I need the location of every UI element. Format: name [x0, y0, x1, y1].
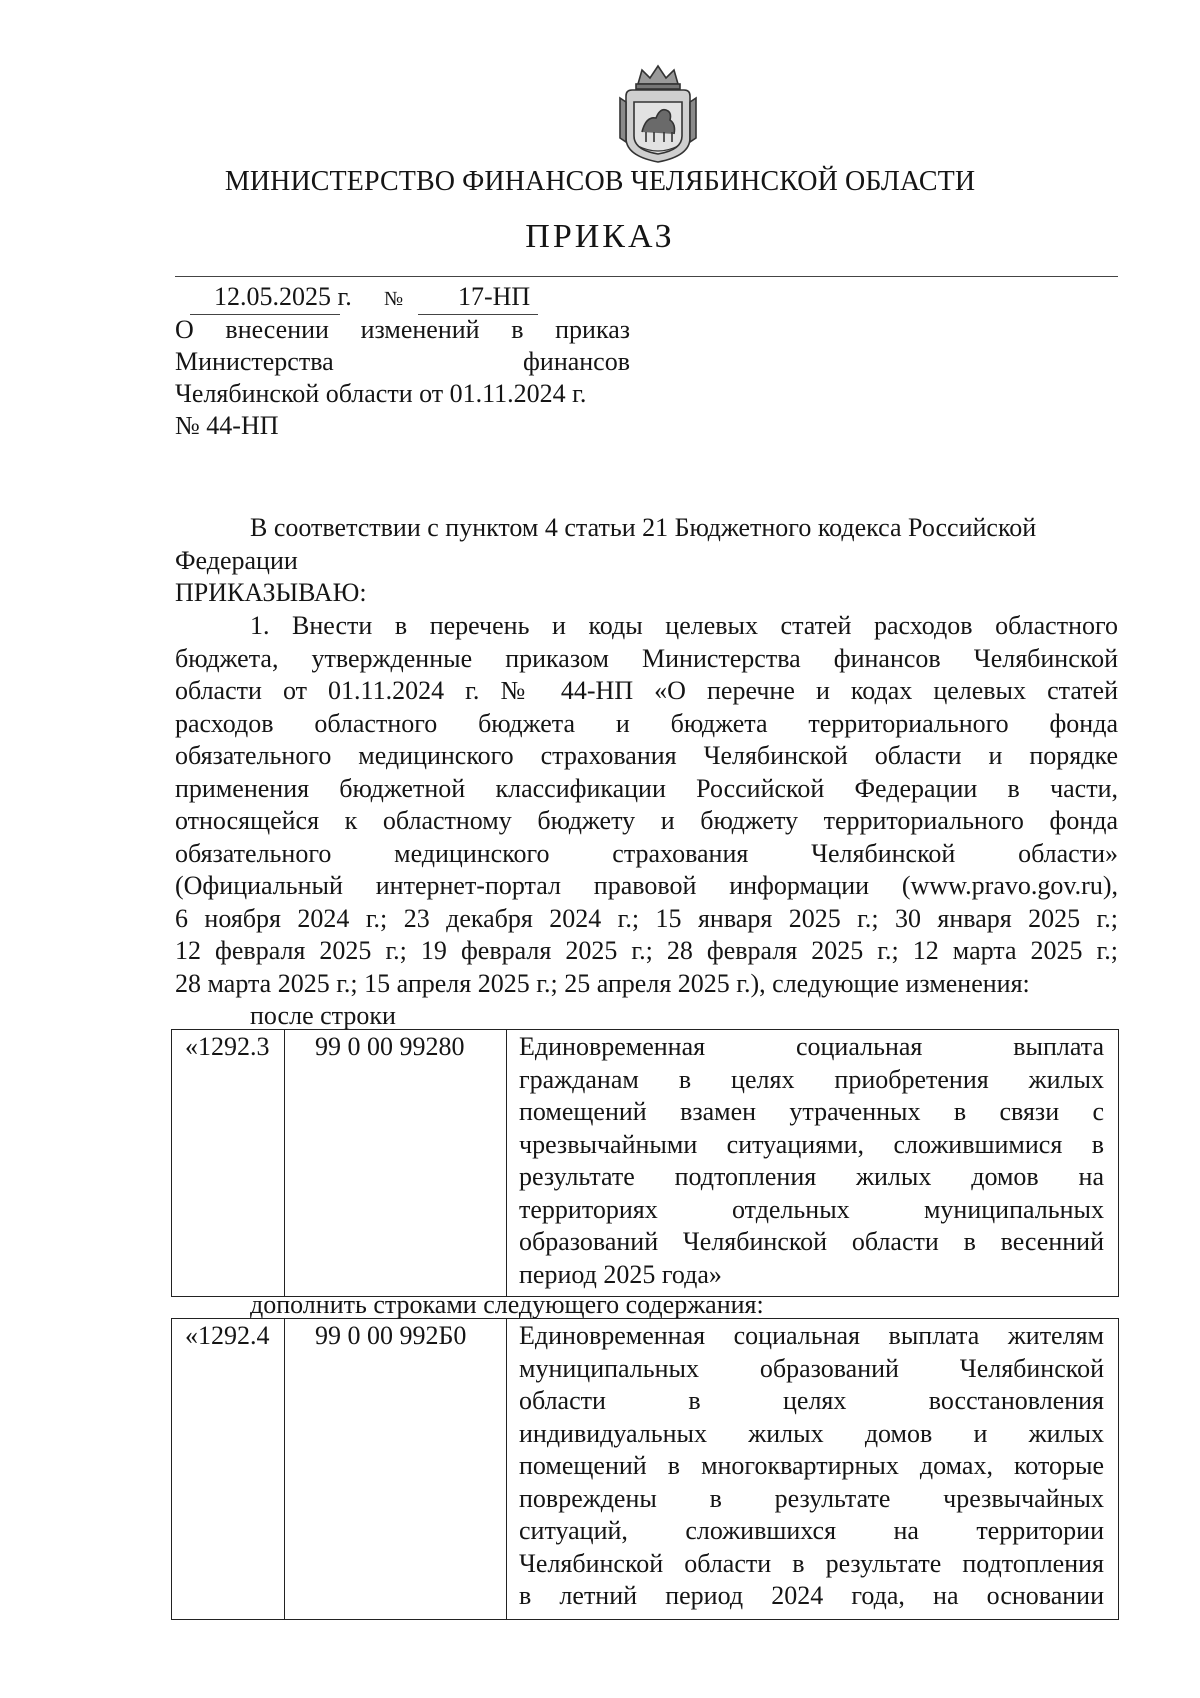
item-1-line: применения бюджетной классификации Российской Федерации в части, — [175, 773, 1118, 803]
description-line: ситуаций, сложившихся на территории — [519, 1516, 1104, 1545]
description-line: индивидуальных жилых домов и жилых — [519, 1418, 1104, 1448]
item-1-line: расходов областного бюджета и бюджета территориального фонда — [175, 708, 1118, 738]
order-subject — [175, 314, 630, 442]
description-line: муниципальных образований Челябинской — [519, 1353, 1104, 1383]
order-number: 17-НП — [458, 282, 531, 311]
row-number: «1292.3 — [185, 1032, 270, 1061]
order-number-sign: № — [384, 288, 404, 310]
item-1-line: относящейся к областному бюджету и бюджету территориального фонда — [175, 806, 1118, 835]
table-column-divider — [284, 1319, 285, 1619]
supplement-label: дополнить строками следующего содержания: — [250, 1290, 764, 1319]
description-line: области в целях восстановления — [519, 1386, 1104, 1415]
item-1-line: 1. Внести в перечень и коды целевых статей расходов областного — [250, 611, 1118, 640]
row-code: 99 0 00 99280 — [315, 1032, 465, 1061]
subject-line: О внесении изменений в приказ — [175, 315, 630, 344]
item-1-paragraph — [175, 610, 1118, 1000]
item-1-line: обязательного медицинского страхования Челябинской области и порядке — [175, 741, 1118, 770]
description-line: Единовременная социальная выплата — [519, 1032, 1104, 1061]
description-line: в летний период 2024 года, на основании — [519, 1581, 1104, 1610]
basis-paragraph — [175, 512, 1118, 610]
item-1-line: области от 01.11.2024 г. № 44-НП «О перечне и кодах целевых статей — [175, 676, 1118, 705]
description-line: помещений в многоквартирных домах, которые — [519, 1451, 1104, 1480]
description-line: период 2025 года» — [519, 1259, 722, 1289]
item-1-line: (Официальный интернет-портал правовой информации (www.pravo.gov.ru), — [175, 871, 1118, 900]
order-word: ПРИКАЗЫВАЮ: — [175, 578, 367, 607]
item-1-line: 6 ноября 2024 г.; 23 декабря 2024 г.; 15 января 2025 г.; 30 января 2025 г.; — [175, 903, 1118, 933]
table-column-divider — [284, 1030, 285, 1296]
row-description — [519, 1031, 1104, 1291]
ministry-name: МИНИСТЕРСТВО ФИНАНСОВ ЧЕЛЯБИНСКОЙ ОБЛАСТИ — [224, 166, 976, 197]
header-divider — [175, 276, 1118, 277]
description-line: Челябинской области в результате подтопления — [519, 1548, 1104, 1578]
subject-line: № 44-НП — [175, 411, 279, 440]
item-1-line: обязательного медицинского страхования Челябинской области» — [175, 838, 1118, 868]
item-1-line: 28 марта 2025 г.; 15 апреля 2025 г.; 25 апреля 2025 г.), следующие изменения: — [175, 968, 1030, 998]
row-number: «1292.4 — [185, 1321, 270, 1350]
document-type-title: ПРИКАЗ — [525, 218, 675, 255]
description-line: территориях отдельных муниципальных — [519, 1194, 1104, 1224]
description-line: Единовременная социальная выплата жителям — [519, 1321, 1104, 1350]
table-column-divider — [506, 1319, 507, 1619]
after-row-label: после строки — [250, 1001, 396, 1030]
basis-line: Федерации — [175, 545, 298, 575]
coat-of-arms-emblem — [616, 62, 700, 166]
table-column-divider — [506, 1030, 507, 1296]
item-1-line: бюджета, утвержденные приказом Министерства финансов Челябинской — [175, 643, 1118, 673]
description-line: образований Челябинской области в весенний — [519, 1227, 1104, 1256]
description-line: повреждены в результате чрезвычайных — [519, 1483, 1104, 1513]
row-description — [519, 1320, 1104, 1613]
item-1-line: 12 февраля 2025 г.; 19 февраля 2025 г.; 28 февраля 2025 г.; 12 марта 2025 г.; — [175, 936, 1118, 965]
description-line: чрезвычайными ситуациями, сложившимися в — [519, 1129, 1104, 1159]
subject-line: Министерства финансов — [175, 347, 630, 376]
basis-line: В соответствии с пунктом 4 статьи 21 Бюджетного кодекса Российской — [250, 513, 1037, 542]
description-line: результате подтопления жилых домов на — [519, 1162, 1104, 1191]
subject-line: Челябинской области от 01.11.2024 г. — [175, 379, 587, 408]
description-line: помещений взамен утраченных в связи с — [519, 1097, 1104, 1126]
order-date: 12.05.2025 г. — [214, 282, 352, 311]
row-code: 99 0 00 992Б0 — [315, 1321, 467, 1350]
coat-of-arms-icon — [616, 62, 700, 166]
description-line: гражданам в целях приобретения жилых — [519, 1064, 1104, 1094]
